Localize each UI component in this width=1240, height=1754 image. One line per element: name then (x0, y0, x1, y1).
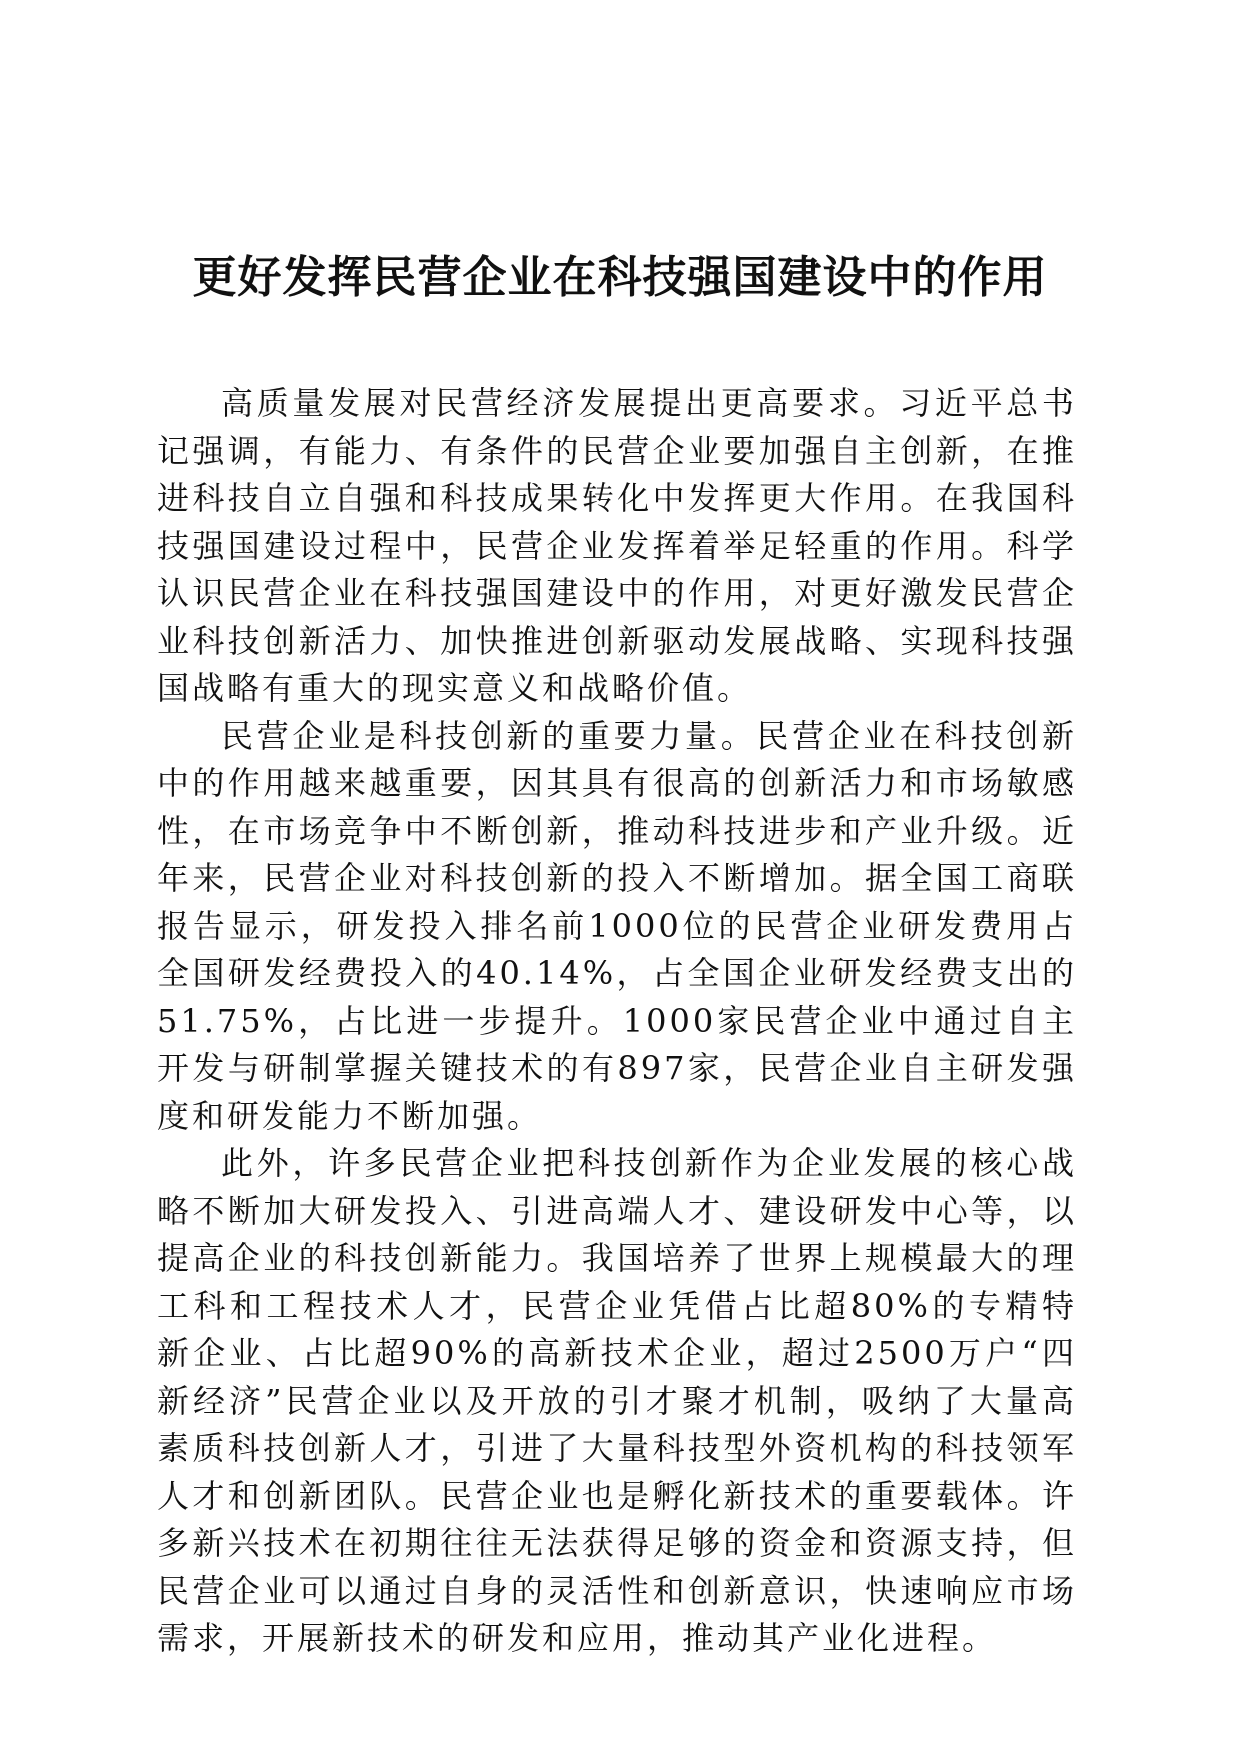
paragraph-talent-and-incubation: 此外，许多民营企业把科技创新作为企业发展的核心战略不断加大研发投入、引进高端人才、建设研发中心等，以提高企业的科技创新能力。我国培养了世界上规模最大的理工科和工程技术人才，民营企业凭借占比超80%的专精特新企业、占比超90%的高新技术企业，超过2500万户“四新经济”民营企业以及开放的引才聚才机制，吸纳了大量高素质科技创新人才，引进了大量科技型外资机构的科技领军人才和创新团队。民营企业也是孵化新技术的重要载体。许多新兴技术在初期往往无法获得足够的资金和资源支持，但民营企业可以通过自身的灵活性和创新意识，快速响应市场需求，开展新技术的研发和应用，推动其产业化进程。 (157, 1144, 1077, 1657)
paragraph-innovation-force: 民营企业是科技创新的重要力量。民营企业在科技创新中的作用越来越重要，因其具有很高的创新活力和市场敏感性，在市场竞争中不断创新，推动科技进步和产业升级。近年来，民营企业对科技创新的投入不断增加。据全国工商联报告显示，研发投入排名前1000位的民营企业研发费用占全国研发经费投入的40.14%，占全国企业研发经费支出的51.75%，占比进一步提升。1000家民营企业中通过自主开发与研制掌握关键技术的有897家，民营企业自主研发强度和研发能力不断加强。 (157, 716, 1077, 1135)
document-title: 更好发挥民营企业在科技强国建设中的作用 (192, 252, 1048, 303)
paragraph-intro: 高质量发展对民营经济发展提出更高要求。习近平总书记强调，有能力、有条件的民营企业要加强自主创新，在推进科技自立自强和科技成果转化中发挥更大作用。在我国科技强国建设过程中，民营企业发挥着举足轻重的作用。科学认识民营企业在科技强国建设中的作用，对更好激发民营企业科技创新活力、加快推进创新驱动发展战略、实现科技强国战略有重大的现实意义和战略价值。 (157, 384, 1077, 707)
document-body (157, 380, 1077, 1663)
